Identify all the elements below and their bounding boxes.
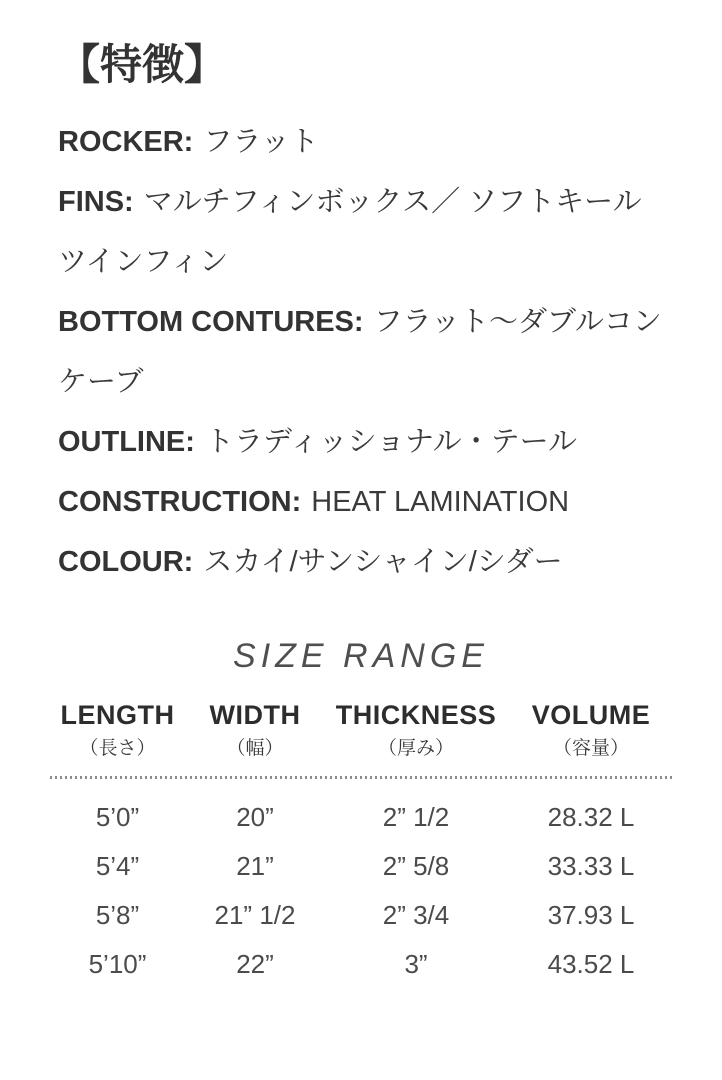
table-row [50,891,675,940]
spec-value-colour: スカイ/サンシャイン/シダー [203,546,563,579]
spec-row-fins [58,172,664,292]
spec-value-construction: HEAT LAMINATION [311,486,570,519]
spec-label-bottom-contures: BOTTOM CONTURES: [58,306,364,339]
spec-label-construction: CONSTRUCTION: [58,486,302,519]
cell-thickness: 2” 5/8 [382,851,450,882]
cell-width: 22” [236,949,274,980]
table-header-row-en [50,698,675,732]
cell-thickness: 2” 1/2 [382,802,450,833]
cell-length: 5’8” [95,900,140,931]
spec-label-outline: OUTLINE: [58,426,195,459]
table-row [50,940,675,989]
cell-width: 21” [236,851,274,882]
spec-label-fins: FINS: [58,186,134,219]
spec-row-colour [58,532,664,592]
column-subtitle-volume-jp: （容量） [552,738,629,760]
column-header-length: LENGTH [60,700,175,731]
spec-row-bottom-contures [58,292,664,412]
cell-volume: 37.93 L [547,900,635,931]
spec-value-outline: トラディッショナル・テール [204,426,578,459]
spec-value-bottom-contures: フラット～ダブルコンケーブ [58,306,662,399]
cell-volume: 33.33 L [547,851,635,882]
cell-length: 5’4” [95,851,140,882]
spec-row-rocker [58,112,664,172]
spec-label-rocker: ROCKER: [58,126,194,159]
features-heading: 【特徴】 [58,41,227,88]
column-subtitle-length-jp: （長さ） [79,738,156,760]
column-subtitle-width-jp: （幅） [226,738,284,760]
cell-width: 21” 1/2 [214,900,296,931]
column-header-thickness: THICKNESS [335,700,497,731]
table-header-row-jp [50,732,675,764]
column-header-width: WIDTH [209,700,301,731]
cell-volume: 28.32 L [547,802,635,833]
spec-value-rocker: フラット [203,126,319,159]
spec-value-fins: マルチフィンボックス／ ソフトキール ツインフィン [58,186,642,279]
column-subtitle-thickness-jp: （厚み） [377,738,454,760]
size-table [50,698,675,989]
spec-row-outline [58,412,664,472]
table-row [50,842,675,891]
cell-length: 5’10” [88,949,147,980]
spec-row-construction [58,472,664,532]
cell-thickness: 3” [404,949,428,980]
column-header-volume: VOLUME [531,700,651,731]
specs-list [58,112,664,592]
table-body [50,779,675,989]
cell-width: 20” [236,802,274,833]
cell-length: 5’0” [95,802,140,833]
table-row [50,793,675,842]
cell-volume: 43.52 L [547,949,635,980]
size-range-heading: SIZE RANGE [233,637,489,676]
spec-label-colour: COLOUR: [58,546,194,579]
cell-thickness: 2” 3/4 [382,900,450,931]
